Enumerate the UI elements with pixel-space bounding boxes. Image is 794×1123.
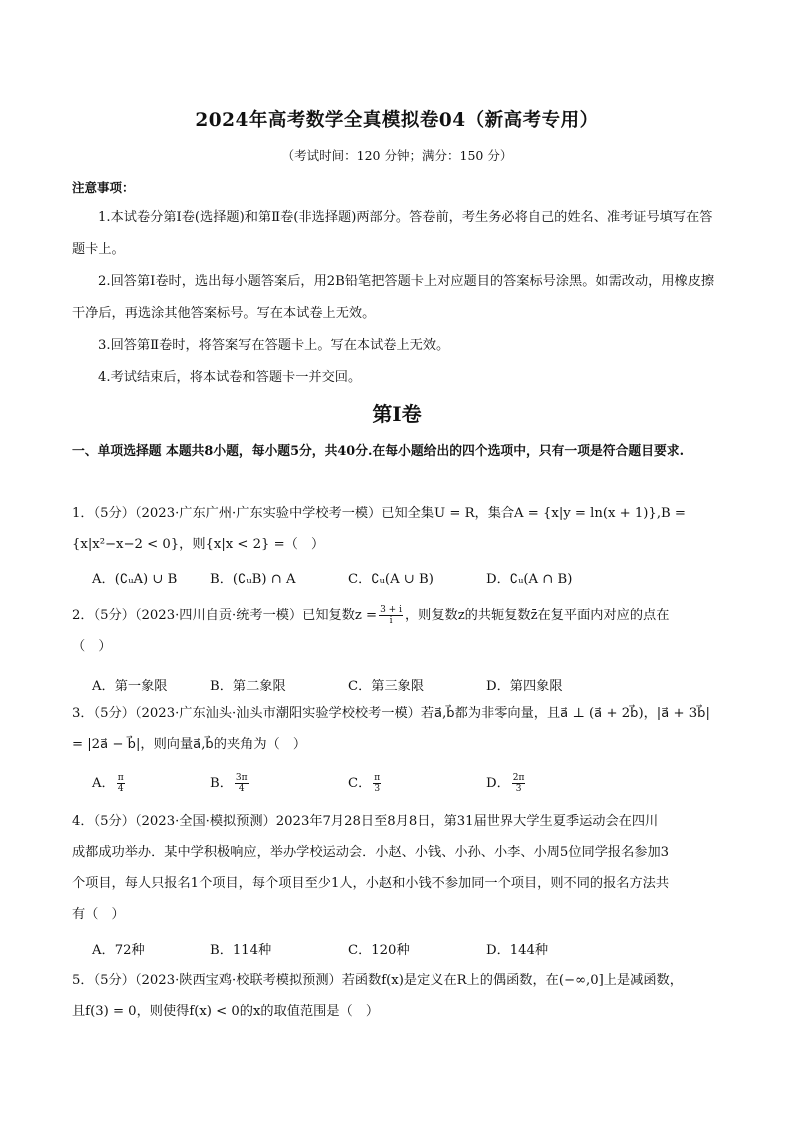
question-1-line2: {x|x²−x−2 < 0}，则{x|x < 2} =（ ） [72, 537, 325, 552]
q1-option-a: A．(∁ᵤA) ∪ B [92, 572, 178, 587]
question-2-line2: （ ） [72, 639, 112, 654]
question-3 [72, 698, 724, 760]
question-4-line4: 有（ ） [72, 907, 125, 922]
exam-subtitle: （考试时间：120 分钟；满分：150 分） [281, 148, 513, 163]
q2-option-a: A．第一象限 [92, 679, 168, 694]
q1-option-d: D．∁ᵤ(A ∩ B) [486, 572, 573, 587]
q4-option-d: D．144种 [486, 943, 549, 958]
q4-option-a: A．72种 [92, 943, 145, 958]
q2-option-c: C．第三象限 [348, 679, 425, 694]
note-item-4: 4.考试结束后，将本试卷和答题卡一并交回。 [98, 370, 362, 385]
question-2 [72, 600, 724, 662]
q3-option-c: C． $\frac{\pi}{3}$ [348, 773, 381, 794]
question-1-line1: 1．（5分）（2023·广东广州·广东实验中学校考一模）已知全集U = R，集合A = {x|y = ln(x + 1)},B = [72, 506, 686, 521]
note-item-3: 3.回答第Ⅱ卷时，将答案写在答题卡上。写在本试卷上无效。 [98, 338, 450, 353]
exam-title: 2024年高考数学全真模拟卷04（新高考专用） [195, 110, 599, 131]
section-title: 第Ⅰ卷 [372, 402, 422, 426]
q2-fraction: $\frac{3 + i}{i}$ [380, 605, 402, 626]
question-3-line1: 3．（5分）（2023·广东汕头·汕头市潮阳实验学校校考一模）若a⃗,b⃗都为非零向量，且a⃗ ⊥ (a⃗ + 2b⃗)，|a⃗ + 3b⃗| [72, 706, 710, 721]
question-5-line2: 且f(3) = 0，则使得f(x) < 0的x的取值范围是（ ） [72, 1004, 380, 1019]
notes-heading: 注意事项： [72, 180, 135, 195]
q3-option-d: D． $\frac{2\pi}{3}$ [486, 773, 525, 794]
q1-option-c: C．∁ᵤ(A ∪ B) [348, 572, 434, 587]
section1-heading: 一、单项选择题 本题共8小题，每小题5分，共40分.在每小题给出的四个选项中，只有一项是符合题目要求. [72, 444, 685, 459]
question-5 [72, 965, 724, 1027]
question-5-line1: 5．（5分）（2023·陕西宝鸡·校联考模拟预测）若函数f(x)是定义在R上的偶函数，在(−∞,0]上是减函数， [72, 973, 683, 988]
q2-option-b: B．第二象限 [210, 679, 286, 694]
q1-option-b: B．(∁ᵤB) ∩ A [210, 572, 296, 587]
q3-option-a: A． $\frac{\pi}{4}$ [92, 773, 124, 794]
question-4-line1: 4．（5分）（2023·全国·模拟预测）2023年7月28日至8月8日，第31届世界大学生夏季运动会在四川 [72, 814, 659, 829]
question-2-line1: 2．（5分）（2023·四川自贡·统考一模）已知复数z = $\frac{3 + i}{i}$ ，则复数z的共轭复数z̄在复平面内对应的点在 [72, 605, 670, 626]
note-item-2: 2.回答第Ⅰ卷时，选出每小题答案后，用2B铅笔把答题卡上对应题目的答案标号涂黑。如需改动，用橡皮擦干净后，再选涂其他答案标号。写在本试卷上无效。 [72, 274, 715, 321]
question-4-line2: 成都成功举办．某中学积极响应，举办学校运动会．小赵、小钱、小孙、小李、小周5位同学报名参加3 [72, 845, 670, 860]
question-4-line3: 个项目，每人只报名1个项目，每个项目至少1人，小赵和小钱不参加同一个项目，则不同的报名方法共 [72, 876, 670, 891]
q2-option-d: D．第四象限 [486, 679, 563, 694]
note-item-1: 1.本试卷分第Ⅰ卷(选择题)和第Ⅱ卷(非选择题)两部分。答卷前，考生务必将自己的姓名、准考证号填写在答题卡上。 [72, 210, 713, 257]
q4-option-c: C．120种 [348, 943, 410, 958]
q4-option-b: B．114种 [210, 943, 272, 958]
question-3-line2: = |2a⃗ − b⃗|，则向量a⃗,b⃗的夹角为（ ） [72, 737, 307, 752]
q3-option-b: B． $\frac{3\pi}{4}$ [210, 773, 248, 794]
question-4 [72, 806, 724, 930]
question-1 [72, 498, 724, 560]
